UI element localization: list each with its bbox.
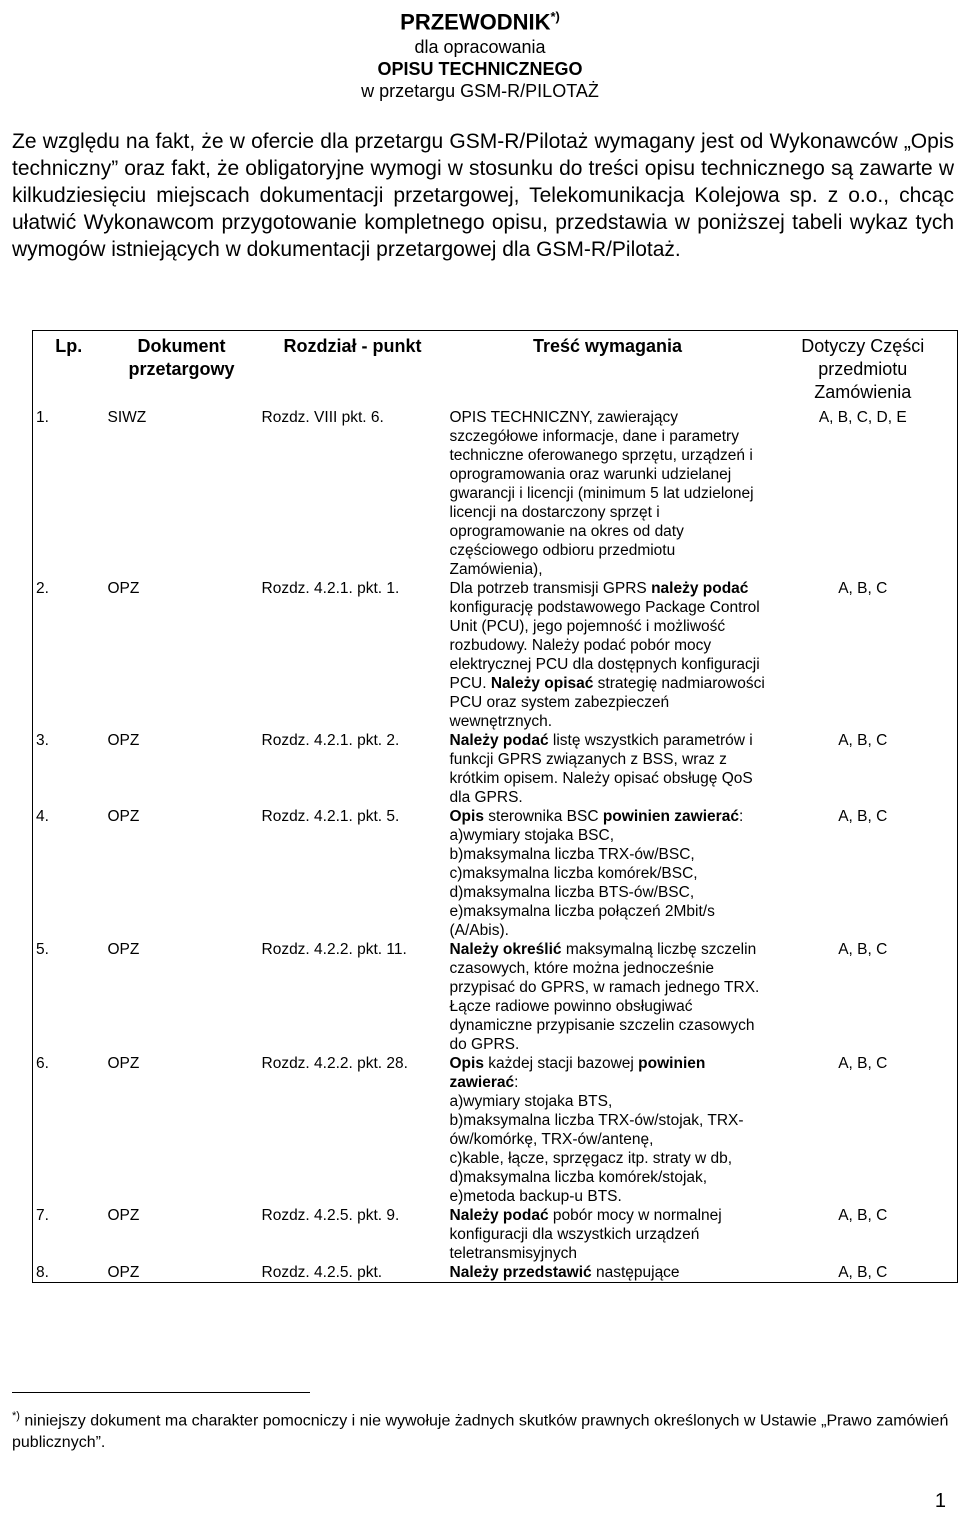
row-requirement: Opis sterownika BSC powinien zawierać: a)wymiary stojaka BSC, b)maksymalna liczba TRX-ów/BSC, c)maksymalna liczba komórek/BSC, d)maksymalna liczba BTS-ów/BSC, e)maksymalna liczba połączeń 2Mbit/s (A/Abis). [449, 808, 744, 939]
requirements-table [32, 330, 958, 1283]
table-row [33, 408, 958, 579]
footnote-separator [12, 1392, 310, 1393]
row-lp: 6. [33, 1054, 105, 1206]
row-part: A, B, C [769, 940, 958, 1054]
row-section: Rozdz. 4.2.2. pkt. 28. [261, 1055, 408, 1072]
row-requirement: Należy przedstawić następujące [447, 1263, 769, 1283]
row-document: OPZ [107, 580, 140, 597]
intro-paragraph: Ze względu na fakt, że w ofercie dla przetargu GSM-R/Pilotaż wymagany jest od Wykonawców „Opis techniczny” oraz fakt, że obligatoryjne wymogi w stosunku do treści opisu technicznego są zawarte w kilkudziesięciu miejscach dokumentacji przetargowej, Telekomunikacja Kolejowa sp. z o.o., chcąc ułatwić Wykonawcom przygotowanie kompletnego opisu, przedstawia w poniższej tabeli wykaz tych wymogów istniejących w dokumentacji przetargowej dla GSM-R/Pilotaż. [12, 130, 954, 262]
row-section: Rozdz. 4.2.1. pkt. 5. [261, 808, 400, 825]
document-header [0, 0, 960, 102]
table-row [33, 579, 958, 731]
table-row [33, 807, 958, 940]
row-document: OPZ [107, 941, 140, 958]
row-lp: 4. [33, 807, 105, 940]
row-section: Rozdz. VIII pkt. 6. [261, 409, 384, 426]
row-part: A, B, C [769, 579, 958, 731]
header-part: Dotyczy Części przedmiotu Zamówienia [769, 331, 958, 409]
header-lp: Lp. [33, 331, 105, 409]
row-requirement: Dla potrzeb transmisji GPRS należy podać konfigurację podstawowego Package Control Unit (PCU), jego pojemność i możliwość rozbudowy. Należy podać pobór mocy elektrycznej PCU dla dostępnych konfiguracji PCU. Należy opisać strategię nadmiarowości PCU oraz system zabezpieczeń wewnętrznych. [449, 580, 765, 730]
row-lp: 1. [33, 408, 105, 579]
row-lp: 3. [33, 731, 105, 807]
header-requirement: Treść wymagania [447, 331, 769, 409]
row-document: OPZ [107, 732, 140, 749]
table-row [33, 940, 958, 1054]
table-row [33, 1054, 958, 1206]
document-title: PRZEWODNIK*) [400, 9, 560, 35]
row-part: A, B, C [769, 807, 958, 940]
row-part: A, B, C, D, E [769, 408, 958, 579]
footnote-mark: *) [12, 1410, 20, 1422]
row-requirement: OPIS TECHNICZNY, zawierający szczegółowe informacje, dane i parametry techniczne oferowanego sprzętu, urządzeń i oprogramowania oraz warunki udzielanej gwarancji i licencji (minimum 5 lat udzielonej licencji na dostarczony sprzęt i oprogramowanie na okres od daty częściowego odbioru przedmiotu Zamówienia), [449, 409, 754, 578]
header-document: Dokument przetargowy [105, 331, 259, 409]
page-number: 1 [934, 1490, 946, 1512]
row-document: OPZ [107, 1207, 140, 1224]
footnote [12, 1405, 952, 1454]
row-requirement: Należy określić maksymalną liczbę szczelin czasowych, które można jednocześnie przypisać do GPRS, w ramach jednego TRX. Łącze radiowe powinno obsługiwać dynamiczne przypisanie szczelin czasowych do GPRS. [449, 941, 760, 1053]
row-requirement: Należy podać listę wszystkich parametrów i funkcji GPRS związanych z BSS, wraz z krótkim opisem. Należy opisać obsługę QoS dla GPRS. [449, 732, 753, 806]
footnote-text: niniejszy dokument ma charakter pomocniczy i nie wywołuje żadnych skutków prawnych określonych w Ustawie „Prawo zamówień publicznych”. [12, 1412, 949, 1452]
row-requirement: Opis każdej stacji bazowej powinien zawierać: a)wymiary stojaka BTS, b)maksymalna liczba TRX-ów/stojak, TRX-ów/komórkę, TRX-ów/antenę, c)kable, łącze, sprzęgacz itp. straty w db, d)maksymalna liczba komórek/stojak, e)metoda backup-u BTS. [449, 1055, 744, 1205]
subtitle-line-3: w przetargu GSM-R/PILOTAŻ [361, 81, 599, 102]
row-section: Rozdz. 4.2.1. pkt. 2. [261, 732, 400, 749]
row-lp: 2. [33, 579, 105, 731]
table-row [33, 731, 958, 807]
row-document: OPZ [107, 808, 140, 825]
row-section: Rozdz. 4.2.5. pkt. 9. [261, 1207, 400, 1224]
table-row [33, 1206, 958, 1263]
row-document: SIWZ [107, 409, 147, 426]
footnote-reference: *) [550, 9, 560, 24]
row-lp: 8. [33, 1263, 105, 1283]
row-part: A, B, C [769, 731, 958, 807]
row-lp: 7. [33, 1206, 105, 1263]
table-body [33, 408, 958, 1283]
row-section: Rozdz. 4.2.1. pkt. 1. [261, 580, 400, 597]
subtitle-line-2: OPISU TECHNICZNEGO [377, 59, 583, 80]
table-header-row [33, 331, 958, 409]
row-part: A, B, C [769, 1263, 958, 1283]
row-part: A, B, C [769, 1206, 958, 1263]
row-section: Rozdz. 4.2.2. pkt. 11. [261, 941, 407, 958]
row-section: Rozdz. 4.2.5. pkt. [259, 1263, 447, 1283]
row-document: OPZ [107, 1055, 140, 1072]
row-document: OPZ [105, 1263, 259, 1283]
row-lp: 5. [33, 940, 105, 1054]
row-requirement: Należy podać pobór mocy w normalnej konfiguracji dla wszystkich urządzeń teletransmisyjnych [449, 1207, 722, 1262]
subtitle-line-1: dla opracowania [414, 37, 546, 58]
row-part: A, B, C [769, 1054, 958, 1206]
header-section: Rozdział - punkt [259, 331, 447, 409]
table-row [33, 1263, 958, 1283]
